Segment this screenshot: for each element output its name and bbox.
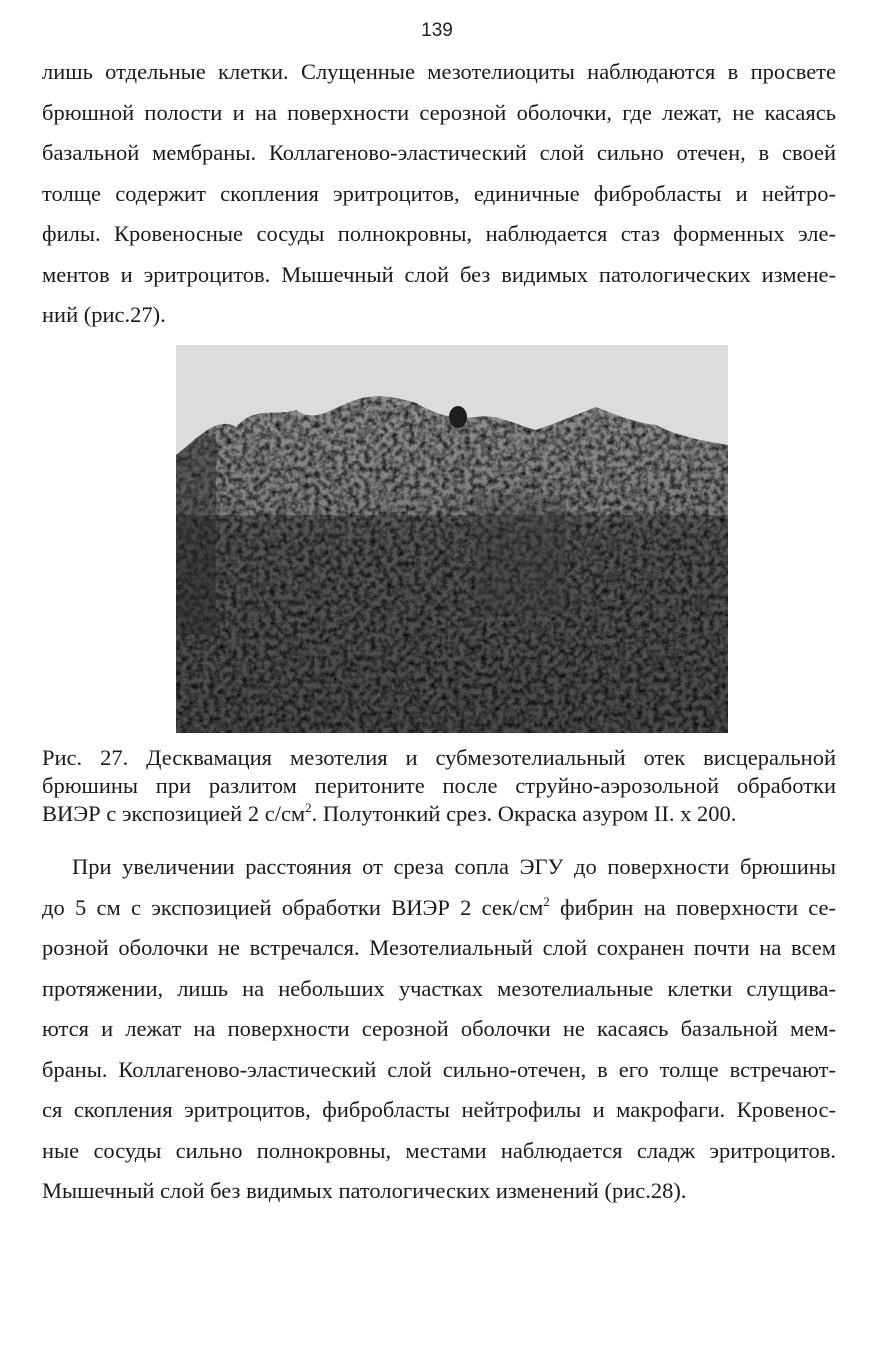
caption-text: ВИЭР с экспозицией 2 с/см: [42, 801, 306, 826]
superscript: 2: [543, 893, 550, 909]
paragraph-line: протяжении, лишь на небольших участках мезотелиальные клетки слущива-: [42, 975, 836, 1001]
paragraph-text: фибрин на поверхности се-: [549, 894, 836, 920]
paragraph-line: Мышечный слой без видимых патологических изменений (рис.28).: [42, 1178, 687, 1203]
paragraph-line: базальной мембраны. Коллагеново-эластический слой сильно отечен, в своей: [42, 140, 836, 165]
paragraph-line: ные сосуды сильно полнокровны, местами наблюдается сладж эритроцитов.: [42, 1137, 836, 1163]
paragraph-line: браны. Коллагеново-эластический слой сильно-отечен, в его толще встречают-: [42, 1056, 836, 1082]
paragraph-2: [42, 847, 836, 1212]
page-number: 139: [421, 20, 453, 41]
paragraph-line: ются и лежат на поверхности серозной оболочки не касаясь базальной мем-: [42, 1016, 836, 1041]
paragraph-line: ний (рис.27).: [42, 302, 166, 327]
paragraph-line: ся скопления эритроцитов, фибробласты нейтрофилы и макрофаги. Кровенос-: [42, 1097, 836, 1122]
micrograph-image: [176, 345, 728, 733]
caption-text: . Полутонкий срез. Окраска азуром II. х 200.: [311, 801, 737, 826]
paragraph-1: [42, 52, 836, 336]
caption-line: [42, 800, 836, 828]
paragraph-line: толще содержит скопления эритроцитов, единичные фибробласты и нейтро-: [42, 180, 836, 206]
paragraph-line: лишь отдельные клетки. Слущенные мезотелиоциты наблюдаются в просвете: [42, 59, 836, 84]
figure-caption: [42, 744, 836, 828]
paragraph-line: ментов и эритроцитов. Мышечный слой без видимых патологических измене-: [42, 261, 836, 287]
paragraph-text: до 5 см с экспозицией обработки ВИЭР 2 сек/см: [42, 894, 544, 920]
paragraph-line: филы. Кровеносные сосуды полнокровны, наблюдается стаз форменных эле-: [42, 221, 836, 246]
paragraph-line: розной оболочки не встречался. Мезотелиальный слой сохранен почти на всем: [42, 935, 836, 960]
paragraph-line: брюшной полости и на поверхности серозной оболочки, где лежат, не касаясь: [42, 99, 836, 125]
paragraph-line: [42, 888, 836, 929]
caption-line: Рис. 27. Десквамация мезотелия и субмезотелиальный отек висцеральной: [42, 745, 836, 770]
paragraph-line: При увеличении расстояния от среза сопла ЭГУ до поверхности брюшины: [72, 854, 836, 879]
caption-line: брюшины при разлитом перитоните после струйно-аэрозольной обработки: [42, 773, 836, 798]
superscript: 2: [305, 800, 312, 815]
